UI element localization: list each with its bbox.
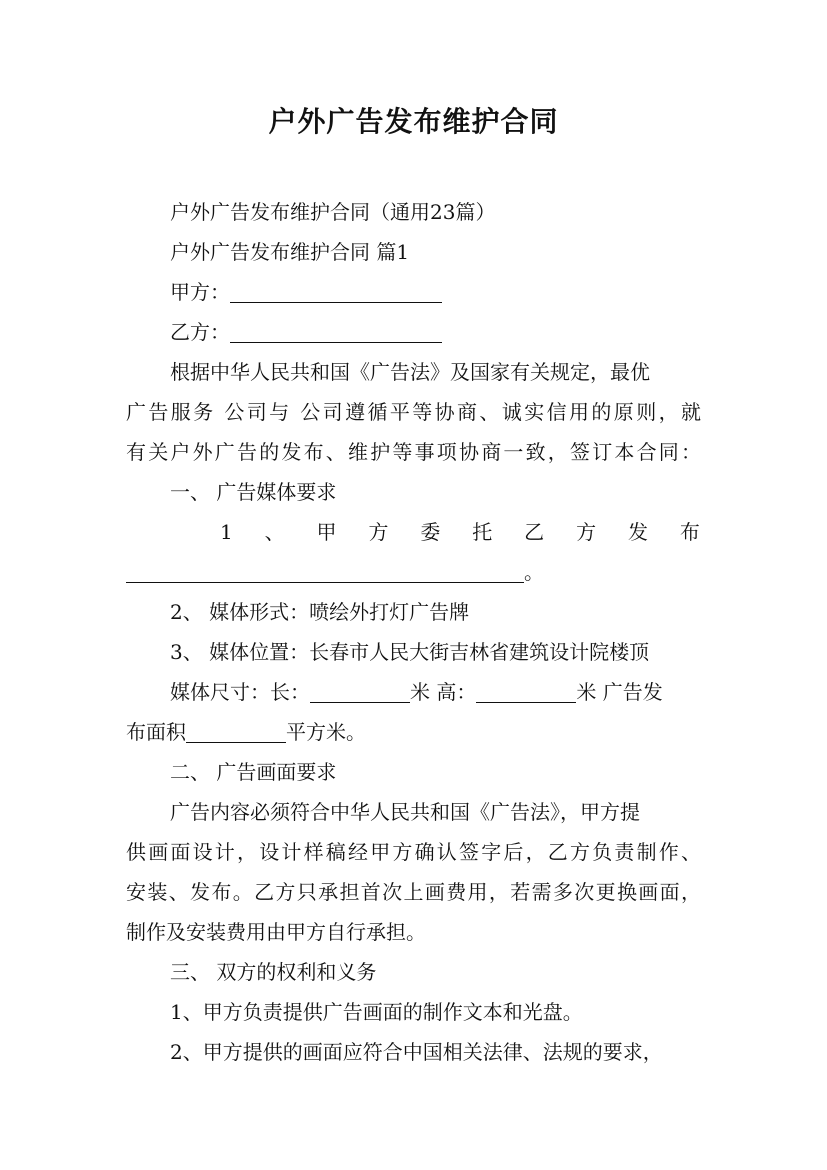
item1-blank-line — [126, 552, 544, 592]
size-prefix: 媒体尺寸：长： — [170, 680, 310, 704]
area-blank — [186, 720, 286, 743]
section2-line-3: 安装、发布。乙方只承担首次上画费用，若需多次更换画面， — [126, 880, 701, 904]
item1-char: 1 — [220, 520, 233, 544]
party-b-line — [170, 312, 442, 352]
area-suffix: 平方米。 — [286, 720, 366, 744]
size-line — [170, 672, 663, 712]
area-prefix: 布面积 — [126, 720, 186, 744]
party-a-label: 甲方： — [170, 280, 230, 304]
area-line — [126, 712, 366, 752]
item1-char: 甲 — [316, 520, 337, 544]
section3-heading: 三、 双方的权利和义务 — [170, 960, 377, 984]
size-mid2: 米 广告发 — [576, 680, 663, 704]
document-title: 户外广告发布维护合同 — [268, 105, 559, 138]
party-a-blank — [230, 280, 442, 303]
item1-blank — [126, 560, 524, 583]
height-blank — [476, 680, 576, 703]
section1-heading: 一、 广告媒体要求 — [170, 480, 337, 504]
section2-line-4: 制作及安装费用由甲方自行承担。 — [126, 920, 426, 944]
item1-char: 、 — [264, 520, 285, 544]
item3: 3、 媒体位置：长春市人民大街吉林省建筑设计院楼顶 — [170, 640, 650, 664]
section2-heading: 二、 广告画面要求 — [170, 760, 337, 784]
document-subtitle: 户外广告发布维护合同（通用23篇） — [170, 200, 496, 224]
item1-char: 布 — [679, 520, 700, 544]
item1-char: 发 — [627, 520, 648, 544]
intro-line-3: 有关户外广告的发布、维护等事项协商一致，签订本合同： — [126, 440, 701, 464]
section2-line-2: 供画面设计，设计样稿经甲方确认签字后，乙方负责制作、 — [126, 840, 701, 864]
item2: 2、 媒体形式：喷绘外打灯广告牌 — [170, 600, 470, 624]
length-blank — [310, 680, 410, 703]
party-b-blank — [230, 320, 442, 343]
size-mid1: 米 高： — [410, 680, 477, 704]
item1-char: 托 — [472, 520, 493, 544]
item1-char: 委 — [420, 520, 441, 544]
item1-char: 方 — [576, 520, 597, 544]
section2-line-1: 广告内容必须符合中华人民共和国《广告法》，甲方提 — [170, 800, 640, 824]
party-b-label: 乙方： — [170, 320, 230, 344]
intro-line-2: 广告服务 公司与 公司遵循平等协商、诚实信用的原则，就 — [126, 400, 701, 424]
section3-item-1: 1、甲方负责提供广告画面的制作文本和光盘。 — [170, 1000, 583, 1024]
party-a-line — [170, 272, 442, 312]
intro-line-1: 根据中华人民共和国《广告法》及国家有关规定，最优 — [170, 360, 650, 384]
section3-item-2: 2、甲方提供的画面应符合中国相关法律、法规的要求， — [170, 1040, 663, 1064]
item1-char: 方 — [368, 520, 389, 544]
item1-end: 。 — [524, 560, 544, 584]
item1-line — [220, 512, 700, 552]
chapter-heading: 户外广告发布维护合同 篇1 — [170, 240, 410, 264]
item1-char: 乙 — [524, 520, 545, 544]
